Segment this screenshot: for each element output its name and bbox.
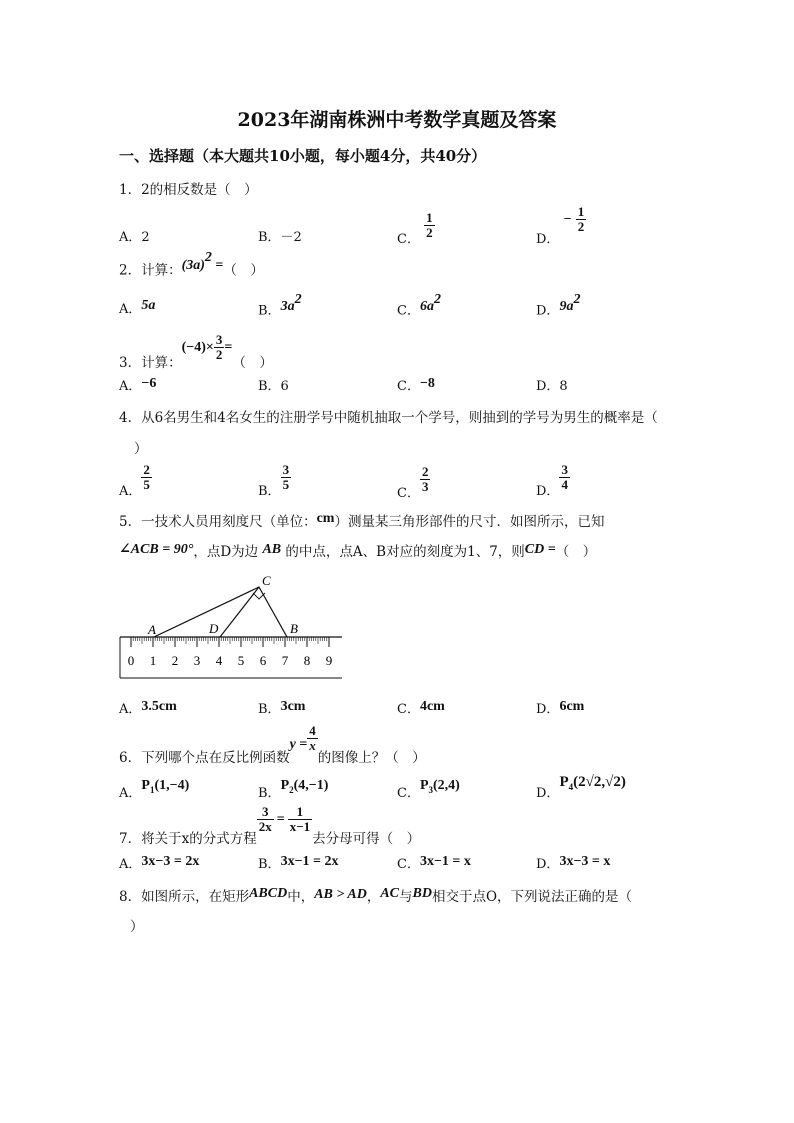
rectangle-abcd: ABCD (249, 886, 288, 901)
point-p3: $P_3(2,4)$ (419, 778, 460, 795)
q3-option-d: D．8 (536, 379, 568, 394)
option-value: 3.5cm (141, 699, 177, 714)
option-label: A． (119, 379, 142, 394)
ruler-tick-label: 6 (259, 653, 267, 668)
stem-text: 的图像上？（ ） (317, 750, 426, 766)
equals: = (211, 257, 224, 273)
option-value: 6a (419, 299, 434, 315)
option-label: B． (258, 857, 281, 872)
stem-text: 中， (287, 889, 315, 905)
option-value: 3x−1 = 2x (280, 854, 339, 869)
median-cd (220, 587, 259, 637)
denominator: 3 (421, 479, 429, 494)
denominator: 2 (577, 219, 585, 234)
q4-option-a (119, 462, 152, 499)
ruler-tick-label: 1 (149, 653, 157, 668)
option-label: C． (397, 379, 420, 394)
question-1: 1．2的相反数是（ ） (119, 182, 258, 198)
question-2 (119, 250, 264, 280)
ruler-tick-label: 3 (193, 653, 201, 668)
numerator: 3 (215, 332, 223, 347)
question-3 (119, 332, 273, 371)
option-value: 3a (280, 299, 295, 315)
page-title: 2023年湖南株洲中考数学真题及答案 (237, 109, 557, 131)
q3-option-b: B．6 (258, 379, 289, 394)
fraction-left (257, 805, 274, 834)
fraction (424, 211, 435, 240)
option-label: A． (119, 702, 142, 717)
question-8 (119, 885, 632, 906)
equals: = (224, 340, 233, 355)
point-c-label: C (262, 573, 271, 588)
denominator: x (309, 738, 316, 753)
answer-blank: （ ） (555, 544, 597, 560)
answer-blank: （ ） (232, 355, 273, 371)
fraction (281, 463, 292, 492)
option-label: B． (258, 484, 281, 499)
question-4-closing: ） (134, 441, 148, 457)
option-label: C． (397, 786, 420, 801)
stem-text: 5．一技术人员用刻度尺（单位： (119, 514, 317, 530)
triangle-acb (154, 587, 287, 637)
subscript: 4 (568, 782, 574, 792)
ruler-tick-label: 9 (325, 653, 333, 668)
q3-option-a (119, 375, 156, 395)
numerator: 1 (296, 804, 304, 819)
denominator: 2 (215, 347, 223, 362)
option-label: C． (397, 857, 420, 872)
option-label: A． (119, 484, 142, 499)
denominator: 4 (561, 477, 568, 492)
option-label: D． (536, 786, 560, 801)
exponent: 2 (573, 292, 581, 307)
option-value: −8 (419, 376, 435, 391)
stem-text: 去分母可得（ ） (312, 831, 421, 847)
q2-option-b (258, 292, 302, 319)
option-value: 3x−3 = 2x (141, 854, 200, 869)
option-label: B． (258, 702, 281, 717)
question-prefix: 2．计算： (119, 262, 182, 279)
point-d-label: D (209, 621, 219, 636)
segment-cd: CD = (524, 542, 556, 557)
numerator: 1 (577, 204, 585, 219)
option-label: A． (119, 786, 142, 801)
question-5-line-1 (119, 510, 604, 531)
numerator: 2 (143, 462, 150, 477)
expression: (3a) (181, 257, 205, 273)
angle-expression: ∠ACB = 90° (119, 542, 194, 557)
denominator: x−1 (289, 819, 311, 834)
q4-option-b (258, 462, 291, 499)
q2-option-a (119, 298, 155, 318)
numerator: 1 (426, 210, 433, 225)
section-heading: 一、选择题（本大题共10小题，每小题4分，共40分） (119, 147, 487, 165)
q5-option-b (258, 698, 305, 718)
stem-text: 与 (399, 889, 413, 905)
stem-text: 相交于点O，下列说法正确的是（ (431, 889, 633, 905)
point-p1: $P_1(1,-4)$ (141, 778, 190, 795)
minus-sign: − (563, 212, 572, 227)
function-lhs: y = (289, 737, 308, 752)
question-6 (119, 723, 426, 766)
fraction (576, 205, 587, 234)
option-value: 3x−3 = x (559, 854, 611, 869)
fraction (214, 333, 225, 362)
q2-option-c (397, 292, 441, 319)
option-value: 4cm (419, 699, 445, 714)
option-value: 3cm (280, 699, 306, 714)
option-value: 5a (141, 298, 156, 313)
point-p2: $P_2(4,-1)$ (280, 778, 329, 795)
segment-ab: AB (262, 542, 282, 557)
numerator: 3 (282, 462, 290, 477)
option-label: C． (397, 303, 420, 319)
option-value: 9a (559, 299, 574, 315)
ruler-tick-label: 5 (237, 653, 245, 668)
option-label: B． (258, 303, 281, 319)
stem-text: ， (366, 889, 381, 905)
unit: cm (316, 511, 335, 526)
q1-option-c (397, 210, 435, 247)
option-label: D． (536, 484, 560, 499)
option-value: −6 (141, 376, 157, 391)
option-label: A． (119, 857, 142, 872)
point-b-label: B (290, 621, 298, 636)
stem-text: 8．如图所示，在矩形 (119, 889, 250, 905)
subscript: 2 (289, 784, 294, 795)
segment-ac: AC (380, 886, 399, 901)
option-label: D． (536, 857, 560, 872)
q4-option-c (397, 464, 430, 501)
q7-option-d (536, 853, 610, 873)
numerator: 3 (561, 462, 568, 477)
stem-text: ，点D为边 (193, 544, 263, 560)
exponent: 2 (204, 250, 212, 265)
option-label: A． (119, 302, 142, 317)
numerator: 3 (261, 804, 269, 819)
exponent: 2 (433, 292, 441, 307)
option-value: 3x−1 = x (419, 854, 471, 869)
q7-option-c (397, 853, 471, 873)
denominator: 2x (258, 819, 272, 834)
ruler-ticks (131, 637, 329, 647)
question-8-closing: ） (130, 919, 144, 935)
ruler-tick-label: 8 (303, 653, 311, 668)
fraction (420, 465, 431, 494)
fraction (141, 463, 152, 492)
option-label: C． (397, 486, 420, 501)
point-p4: $P_4(2√2,√2)$ (559, 774, 626, 792)
subscript: 3 (428, 784, 434, 795)
ruler-tick-label: 2 (171, 653, 179, 668)
answer-blank: （ ） (223, 262, 264, 279)
subscript: 1 (149, 784, 155, 795)
q6-option-c (397, 774, 460, 801)
q5-option-c (397, 698, 445, 718)
option-value: 6cm (559, 699, 585, 714)
q6-option-a (119, 774, 190, 801)
q1-option-b: B．－2 (258, 230, 302, 245)
numerator: 2 (421, 464, 429, 479)
ruler-tick-label: 0 (127, 653, 135, 668)
option-label: B． (258, 786, 281, 801)
q5-option-a (119, 698, 177, 718)
q6-option-b (258, 774, 329, 801)
numerator: 4 (309, 723, 316, 738)
q3-option-c (397, 375, 435, 395)
q4-option-d (536, 462, 570, 499)
denominator: 5 (143, 477, 150, 492)
expression: (−4)× (181, 340, 214, 355)
question-4: 4．从6名男生和4名女生的注册学号中随机抽取一个学号，则抽到的学号为男生的概率是（ (119, 410, 658, 426)
option-label: D． (536, 303, 560, 319)
q1-option-d (536, 204, 586, 247)
q2-option-d (536, 292, 581, 319)
question-7 (119, 804, 421, 847)
q5-option-d (536, 698, 584, 718)
stem-text: 的中点，点A、B对应的刻度为1、7，则 (281, 544, 525, 560)
exponent: 2 (294, 292, 302, 307)
stem-text: 6．下列哪个点在反比例函数 (119, 750, 290, 766)
stem-text: 7．将关于x的分式方程 (119, 831, 257, 847)
ruler-tick-label: 7 (281, 653, 289, 668)
q6-option-d (536, 771, 626, 801)
option-label: C． (397, 702, 420, 717)
segment-bd: BD (412, 886, 432, 901)
q7-option-b (258, 853, 339, 873)
fraction (559, 463, 570, 492)
denominator: 2 (426, 225, 433, 240)
relation-ab-ad: AB > AD (314, 887, 367, 902)
q1-option-a: A．2 (119, 230, 150, 245)
question-prefix: 3．计算： (119, 355, 182, 371)
point-a-label: A (148, 622, 156, 637)
stem-text: ）测量某三角形部件的尺寸．如图所示，已知 (334, 514, 605, 530)
ruler-triangle-figure (115, 573, 347, 683)
ruler-tick-labels (128, 653, 333, 668)
question-5-line-2 (119, 540, 596, 561)
ruler-tick-label: 4 (215, 653, 223, 668)
option-label: D． (536, 702, 560, 717)
fraction (307, 724, 318, 753)
q7-option-a (119, 853, 199, 873)
option-label: D． (536, 232, 560, 247)
option-label: C． (397, 232, 420, 247)
fraction-right (288, 805, 312, 834)
equals: = (276, 812, 285, 827)
denominator: 5 (282, 477, 290, 492)
